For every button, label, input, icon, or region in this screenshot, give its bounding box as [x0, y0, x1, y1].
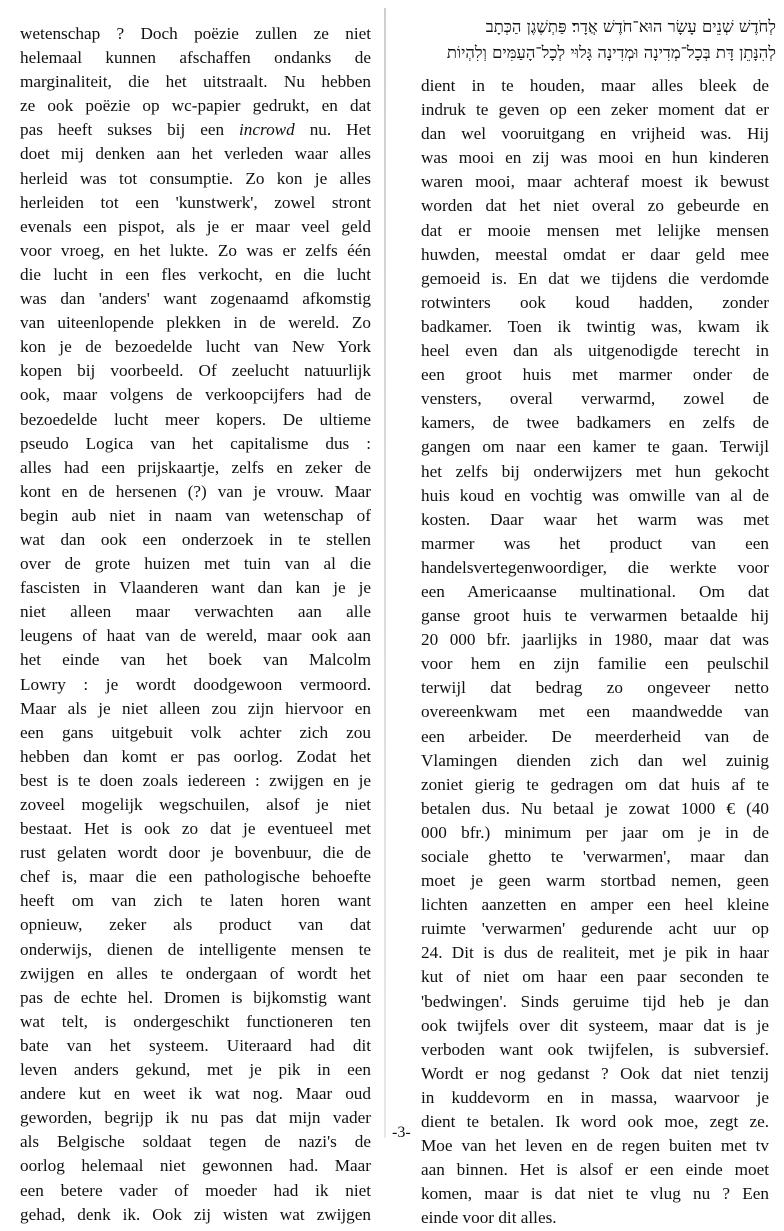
text-line: ook twijfels over dit systeem, maar dat is je	[421, 1015, 769, 1035]
text-line: andere kut en weet ik wat nog. Maar oud	[20, 1084, 371, 1104]
page-number: -3-	[392, 1124, 411, 1141]
text-line: heeft om van zich te laten horen want	[20, 891, 371, 911]
text-line: die lucht in een fles verkocht, en die lucht	[20, 264, 371, 284]
text-line: evenals een pispot, als je er maar veel geld	[20, 216, 371, 236]
text-line: Lowry : je wordt doodgewoon vermoord.	[20, 674, 371, 694]
text-line: Moe van het leven en de regen buiten met tv	[421, 1136, 769, 1156]
text-line: zoveel mogelijk wegschuilen, alsof je niet	[20, 795, 371, 814]
text-line: overeenkwam met een maandwedde van	[421, 702, 769, 722]
text-line: 000 bfr.) minimum per jaar om je in de	[421, 822, 769, 842]
text-line: rotwinters ook koud hadden, zonder	[421, 292, 769, 312]
text-line: rust gelaten wordt door je bovenbuur, die de	[20, 843, 371, 863]
text-line: het zelfs bij onderwijzers met hun gekocht	[421, 461, 769, 481]
text-line: leugens of haat van de wereld, maar ook aan	[20, 626, 371, 646]
text-line: helemaal kunnen afschaffen ondanks de	[20, 48, 371, 68]
text-line: een gans uitgebuit volk achter zich zou	[20, 722, 371, 742]
text-line: bestaat. Het is ook zo dat je eventueel met	[20, 819, 371, 839]
text-line: best is te doen zoals iedereen : zwijgen en je	[20, 770, 371, 790]
text-line: moet je geen warm stortbad nemen, geen	[421, 871, 769, 891]
text-line: gemoeid is. En dat we tijdens die verdomde	[421, 268, 769, 288]
hebrew-line: לְהִנָּתֵן דָּת בְּכָל־מְדִינָה וּמְדִינָה גָּלוּי לְכָל־הָעַמִּים וְלִהְיוֹת	[446, 43, 776, 62]
text-line: marmer was het product van een	[421, 533, 769, 553]
text-line: zoniet gierig te gedragen om dat huis af te	[421, 774, 769, 794]
right-column	[421, 74, 769, 1231]
text-line: pas heeft sukses bij een incrowd nu. Het	[20, 120, 371, 140]
text-line: een arbeider. De meerderheid van de	[421, 726, 769, 746]
text-line: doet mij denken aan het verleden waar alles	[20, 144, 371, 164]
text-line: wat telt, is ondergeschikt functioneren ten	[20, 1011, 371, 1031]
text-line: kut of niet om haar een paar seconden te	[421, 967, 769, 987]
text-line: chef is, maar die een pathologische behoefte	[20, 867, 371, 887]
text-line: einde voor dit alles.	[421, 1208, 557, 1228]
text-line: huis koud en vochtig was omwille van al de	[421, 485, 769, 505]
text-line: gehad, denk ik. Ook zij wisten wat zwijgen	[20, 1204, 371, 1224]
text-line: heel even dan als uitgenodigde terecht in	[421, 341, 769, 361]
text-line: dat er mooie mensen met lelijke mensen	[421, 220, 769, 240]
text-line: alles had een prijskaartje, zelfs en zeker de	[20, 457, 371, 477]
text-line: wat dan ook een onderzoek in te stellen	[20, 529, 371, 549]
text-line: het einde van het boek van Malcolm	[20, 650, 371, 670]
text-line: geworden, begrijp ik nu pas dat mijn vader	[20, 1108, 371, 1128]
left-column	[20, 22, 371, 1227]
text-line: komen, maar is dat niet te vlug nu ? Een	[421, 1184, 769, 1204]
text-line: 24. Dit is dus de realiteit, met je pik in haar	[421, 943, 769, 963]
text-line: kosten. Daar waar het warm was met	[421, 509, 769, 529]
text-line: sociale ghetto te 'verwarmen', maar dan	[421, 847, 769, 866]
text-line: handelsvertegenwoordiger, die werkte voor	[421, 557, 769, 577]
text-line: voor vroeg, en het lukte. Zo was er zelfs één	[20, 240, 371, 260]
text-line: badkamer. Toen ik twintig was, kwam ik	[421, 316, 769, 336]
text-line: verboden want ook twijfelen, is subversief.	[421, 1039, 769, 1059]
text-line: dient te betalen. Ik word ook moe, zegt ze.	[421, 1112, 769, 1132]
text-line: bezoedelde lucht meer kopers. De ultieme	[20, 409, 371, 429]
text-line: 'bedwingen'. Sinds geruime tijd heb je dan	[421, 991, 769, 1011]
text-line: huwden, meestal omdat er daar geld mee	[421, 244, 769, 264]
text-line: betalen dus. Nu betaal je zowat 1000 € (40	[421, 798, 769, 818]
text-line: begin aub niet in naam van wetenschap of	[20, 505, 371, 525]
text-line: kont en de hersenen (?) van je vrouw. Maar	[20, 481, 371, 501]
text-line: gangen om naar een kamer te gaan. Terwijl	[421, 437, 769, 457]
text-line: pas de echte hel. Dromen is bijkomstig want	[20, 987, 371, 1007]
text-line: was dan 'anders' want zogenaamd afkomstig	[20, 289, 371, 309]
text-line: worden dat het niet overal zo gebeurde en	[421, 196, 769, 216]
text-line: zwijgen en alles te ondergaan of wordt het	[20, 963, 371, 983]
text-line: was mooi en zij was mooi en hun kinderen	[421, 148, 769, 168]
text-line: pseudo Logica van het capitalisme dus :	[20, 433, 371, 453]
text-line: aan binnen. Het is alsof er een einde moet	[421, 1160, 769, 1180]
text-line: kamers, de twee badkamers en zelfs de	[421, 413, 769, 433]
hebrew-header	[414, 14, 776, 66]
text-line: bate van het systeem. Uiteraard had dit	[20, 1035, 371, 1055]
text-line: ganse groot huis te verwarmen betaalde hij	[421, 606, 769, 626]
text-line: lichten aanzetten en amper een heel kleine	[421, 895, 769, 915]
text-line: hebben dan komt er pas oorlog. Zodat het	[20, 746, 371, 766]
text-line: voor hem en zijn familie een peulschil	[421, 654, 769, 674]
text-line: kon je de bezoedelde lucht van New York	[20, 337, 371, 357]
text-line: wetenschap ? Doch poëzie zullen ze niet	[20, 24, 371, 43]
text-line: onderwijs, dienen de intelligente mensen te	[20, 939, 371, 959]
text-line: vensters, overal verwarmd, zowel de	[421, 389, 769, 409]
text-line: fascisten in Vlaanderen want dan kan je je	[20, 578, 371, 598]
text-line: dan wel vooruitgang en vrijheid was. Hij	[421, 124, 769, 144]
hebrew-line: לְחֹדֶשׁ שְׁנֵים עָשָׂר הוּא־חֹדֶשׁ אֲדָר׃ פַּתְשֶׁגֶן הַכְּתָב	[485, 17, 776, 36]
text-line: als Belgische soldaat tegen de nazi's de	[20, 1132, 371, 1152]
column-divider	[384, 8, 386, 1138]
text-line: een groot huis met marmer onder de	[421, 365, 769, 385]
text-line: Maar als je niet alleen zou zijn hiervoor en	[20, 698, 371, 718]
text-line: 20 000 bfr. jaarlijks in 1980, maar dat was	[421, 630, 769, 650]
text-line: waren mooi, maar achteraf moest ik bewust	[421, 172, 769, 192]
text-line: een betere vader of moeder had ik niet	[20, 1180, 371, 1200]
text-line: Wordt er nog gedanst ? Ook dat niet tenzij	[421, 1063, 769, 1083]
text-line: indruk te geven op een zeker moment dat er	[421, 100, 769, 120]
text-line: van uiteenlopende plekken in de wereld. Zo	[20, 313, 371, 333]
text-line: opnieuw, zeker als product van dat	[20, 915, 371, 935]
text-line: oorlog helemaal niet gewonnen had. Maar	[20, 1156, 371, 1176]
text-line: marginaliteit, die het uitstraalt. Nu hebben	[20, 72, 371, 92]
text-line: in kuddevorm en in massa, waarvoor je	[421, 1087, 769, 1107]
text-line: kopen bij voorbeeld. Of zeelucht natuurlijk	[20, 361, 371, 381]
text-line: ook, maar volgens de verkoopcijfers had de	[20, 385, 371, 405]
text-line: terwijl dat bedrag zo ongeveer netto	[421, 678, 769, 698]
text-line: herleid was tot consumptie. Zo kon je alles	[20, 168, 371, 188]
text-line: leven anders gekund, met je pik in een	[20, 1060, 371, 1080]
text-line: dient in te houden, maar alles bleek de	[421, 76, 769, 95]
text-line: herleiden tot een 'kunstwerk', zowel stront	[20, 192, 371, 212]
text-line: ze ook poëzie op wc-papier gedrukt, en dat	[20, 96, 371, 116]
text-line: ruimte 'verwarmen' gedurende acht uur op	[421, 919, 769, 939]
text-line: Vlamingen dienden zich dan wel zuinig	[421, 750, 769, 770]
text-line: een Americaanse multinational. Om dat	[421, 581, 769, 601]
text-line: over de grote huizen met tuin van al die	[20, 554, 371, 574]
text-line: niet alleen maar verwachten aan alle	[20, 602, 371, 622]
